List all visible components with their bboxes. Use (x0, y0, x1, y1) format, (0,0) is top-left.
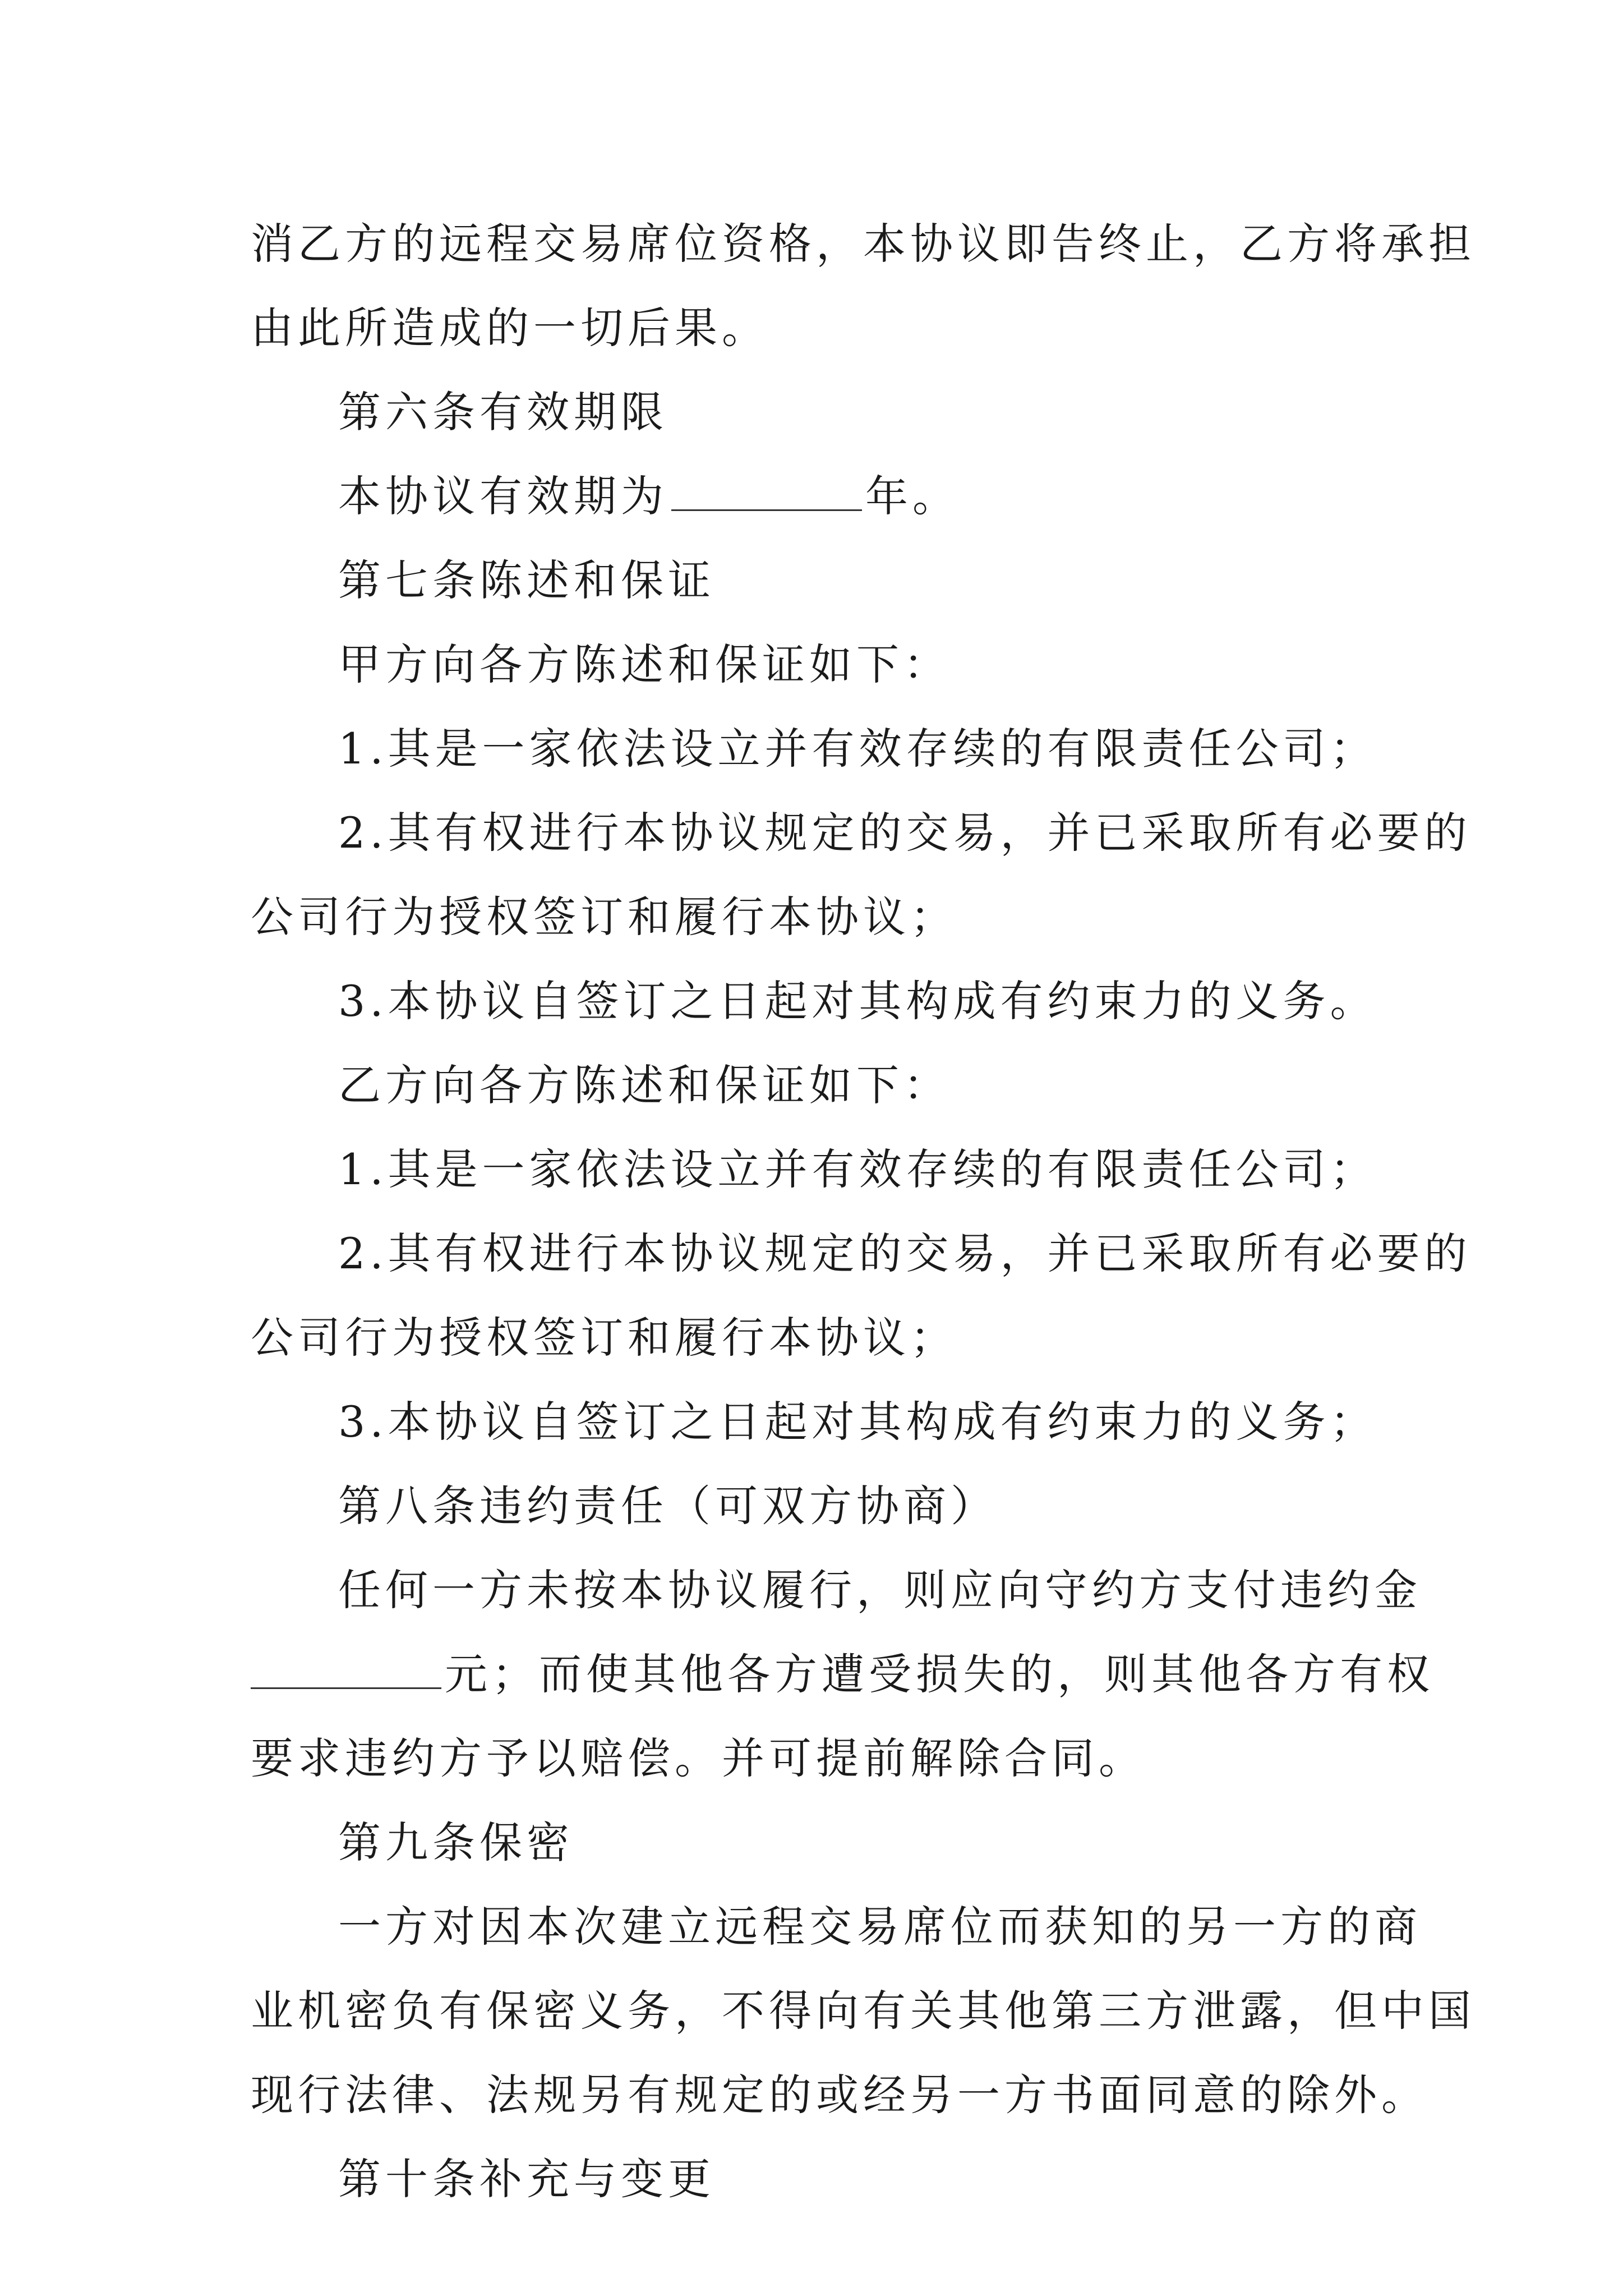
paragraph-line (0, 452, 1623, 541)
text-after-blank: 年。 (865, 471, 960, 521)
paragraph-text: 现行法律、法规另有规定的或经另一方书面同意的除外。 (251, 2070, 1428, 2120)
text-before-blank: 本协议有效期为 (338, 471, 668, 521)
paragraph-text: 甲方向各方陈述和保证如下： (338, 639, 951, 689)
paragraph-text: 公司行为授权签订和履行本协议； (251, 892, 957, 942)
paragraph-line (0, 1882, 1623, 1972)
paragraph-text-with-blank (251, 1630, 1434, 1719)
list-item (0, 704, 1623, 794)
article-heading-9 (0, 1798, 1623, 1888)
paragraph-line (0, 199, 1623, 289)
paragraph-text: 一方对因本次建立远程交易席位而获知的另一方的商 (338, 1902, 1422, 1952)
paragraph-text: 业机密负有保密义务，不得向有关其他第三方泄露，但中国 (251, 1986, 1476, 2036)
article-heading-8 (0, 1461, 1623, 1551)
paragraph-line (0, 1966, 1623, 2056)
paragraph-line (0, 1041, 1623, 1130)
paragraph-line (0, 1293, 1623, 1383)
heading-text: 第八条违约责任（可双方协商） (338, 1481, 998, 1531)
article-heading-10 (0, 2134, 1623, 2224)
list-item (0, 788, 1623, 878)
heading-text: 第六条有效期限 (338, 387, 668, 437)
list-item-text: 3.本协议自签订之日起对其构成有约束力的义务。 (338, 976, 1377, 1026)
paragraph-line (0, 1714, 1623, 1803)
fill-in-blank-years (671, 470, 862, 511)
paragraph-text: 由此所造成的一切后果。 (251, 303, 769, 353)
paragraph-line (0, 620, 1623, 710)
heading-text: 第七条陈述和保证 (338, 555, 715, 605)
list-item-text: 2.其有权进行本协议规定的交易，并已采取所有必要的 (338, 808, 1472, 858)
heading-text: 第十条补充与变更 (338, 2154, 715, 2204)
paragraph-line (0, 1630, 1623, 1719)
list-item (0, 1377, 1623, 1467)
heading-text: 第九条保密 (338, 1818, 574, 1867)
paragraph-line (0, 283, 1623, 373)
paragraph-text: 消乙方的远程交易席位资格，本协议即告终止，乙方将承担 (251, 219, 1476, 269)
paragraph-text-with-blank (338, 452, 960, 541)
paragraph-line (0, 1545, 1623, 1635)
list-item-text: 1.其是一家依法设立并有效存续的有限责任公司； (338, 724, 1377, 774)
list-item-text: 3.本协议自签订之日起对其构成有约束力的义务； (338, 1397, 1377, 1447)
paragraph-text: 任何一方未按本协议履行，则应向守约方支付违约金 (338, 1565, 1422, 1615)
fill-in-blank-amount (251, 1648, 441, 1689)
paragraph-text: 乙方向各方陈述和保证如下： (338, 1060, 951, 1110)
paragraph-line (0, 872, 1623, 962)
paragraph-text: 公司行为授权签订和履行本协议； (251, 1313, 957, 1363)
text-after-blank: 元；而使其他各方遭受损失的，则其他各方有权 (445, 1649, 1434, 1699)
list-item-text: 1.其是一家依法设立并有效存续的有限责任公司； (338, 1144, 1377, 1194)
list-item (0, 1125, 1623, 1214)
article-heading-7 (0, 536, 1623, 625)
list-item (0, 956, 1623, 1046)
paragraph-text: 要求违约方予以赔偿。并可提前解除合同。 (251, 1733, 1146, 1783)
list-item (0, 1209, 1623, 1299)
paragraph-line (0, 2050, 1623, 2140)
article-heading-6 (0, 367, 1623, 457)
list-item-text: 2.其有权进行本协议规定的交易，并已采取所有必要的 (338, 1228, 1472, 1278)
